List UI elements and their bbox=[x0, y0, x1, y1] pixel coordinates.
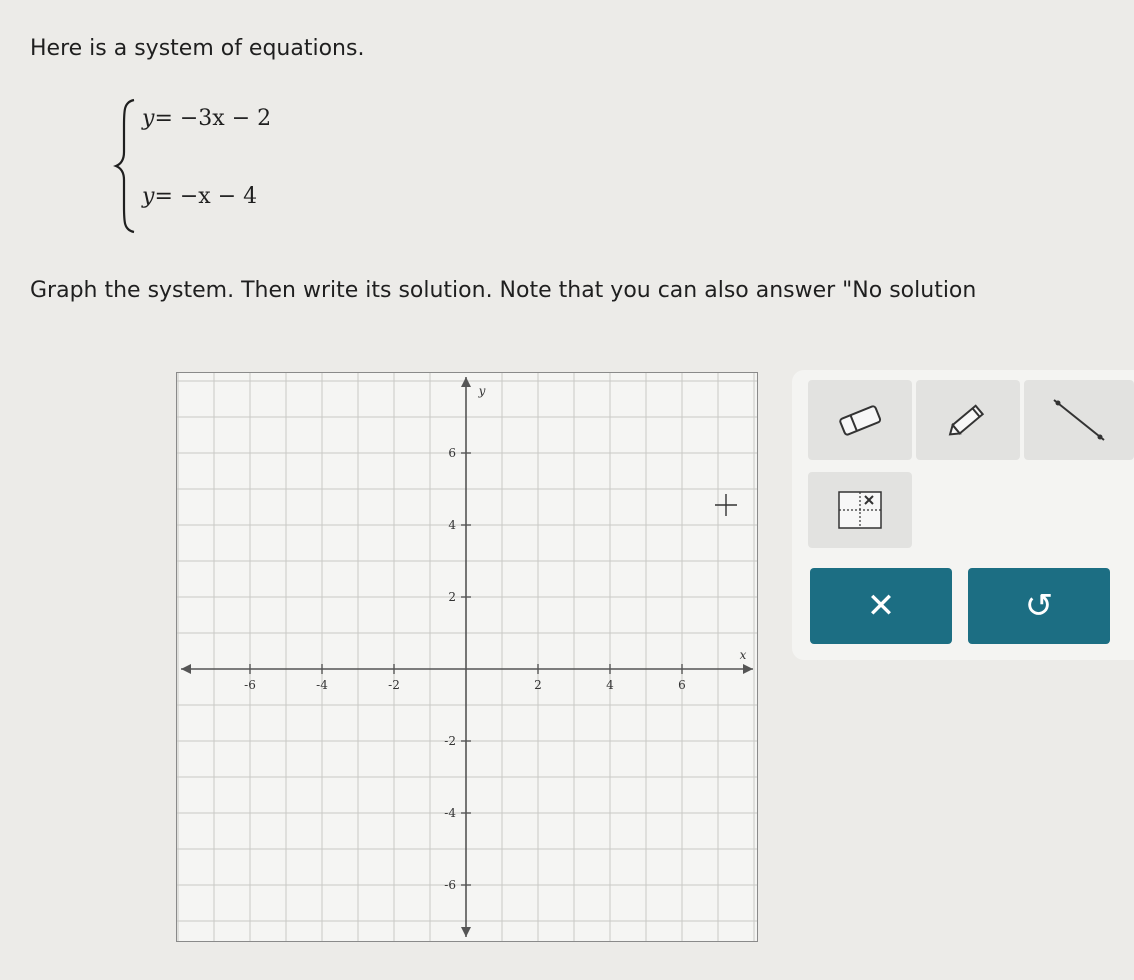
problem-instructions: Graph the system. Then write its solution. Note that you can also answer "No solution bbox=[30, 278, 977, 303]
x-tick-label: 6 bbox=[678, 678, 686, 692]
equation-2-lhs: y bbox=[142, 184, 155, 209]
pencil-tool-button[interactable] bbox=[916, 380, 1020, 460]
coordinate-grid[interactable] bbox=[177, 373, 757, 941]
eraser-tool-button[interactable] bbox=[808, 380, 912, 460]
y-tick-label: 6 bbox=[448, 446, 456, 460]
x-axis-right-arrow bbox=[743, 664, 753, 674]
x-tick-label: 4 bbox=[606, 678, 614, 692]
y-axis-label: y bbox=[478, 384, 486, 398]
x-tick-label: 2 bbox=[534, 678, 542, 692]
y-tick-label: 4 bbox=[448, 518, 456, 532]
y-tick-label: -6 bbox=[444, 878, 456, 892]
x-axis-left-arrow bbox=[181, 664, 191, 674]
line-icon bbox=[1044, 392, 1114, 448]
equation-1 bbox=[142, 106, 271, 131]
y-tick-label: 2 bbox=[448, 590, 456, 604]
close-icon: ✕ bbox=[866, 586, 896, 626]
pencil-icon bbox=[943, 398, 993, 442]
equation-1-rhs: = −3x − 2 bbox=[154, 106, 272, 131]
x-axis-label: x bbox=[739, 648, 747, 662]
problem-intro: Here is a system of equations. bbox=[30, 36, 365, 61]
graph-canvas[interactable] bbox=[176, 372, 758, 942]
eraser-icon bbox=[835, 400, 885, 440]
equation-1-lhs: y bbox=[142, 106, 155, 131]
clear-button[interactable] bbox=[810, 568, 952, 644]
brace-icon bbox=[112, 96, 142, 236]
equation-system bbox=[112, 96, 332, 236]
equation-2-rhs: = −x − 4 bbox=[154, 184, 258, 209]
x-tick-label: -6 bbox=[244, 678, 256, 692]
equation-2 bbox=[142, 184, 257, 209]
y-tick-label: -4 bbox=[444, 806, 456, 820]
x-tick-label: -4 bbox=[316, 678, 328, 692]
point-tool-button[interactable] bbox=[808, 472, 912, 548]
y-tick-label: -2 bbox=[444, 734, 456, 748]
y-axis-bottom-arrow bbox=[461, 927, 471, 937]
point-grid-icon bbox=[835, 488, 885, 532]
graph-toolbar bbox=[792, 370, 1134, 660]
y-axis-top-arrow bbox=[461, 377, 471, 387]
x-tick-label: -2 bbox=[388, 678, 400, 692]
line-tool-button[interactable] bbox=[1024, 380, 1134, 460]
undo-button[interactable] bbox=[968, 568, 1110, 644]
undo-icon: ↺ bbox=[1024, 586, 1054, 626]
